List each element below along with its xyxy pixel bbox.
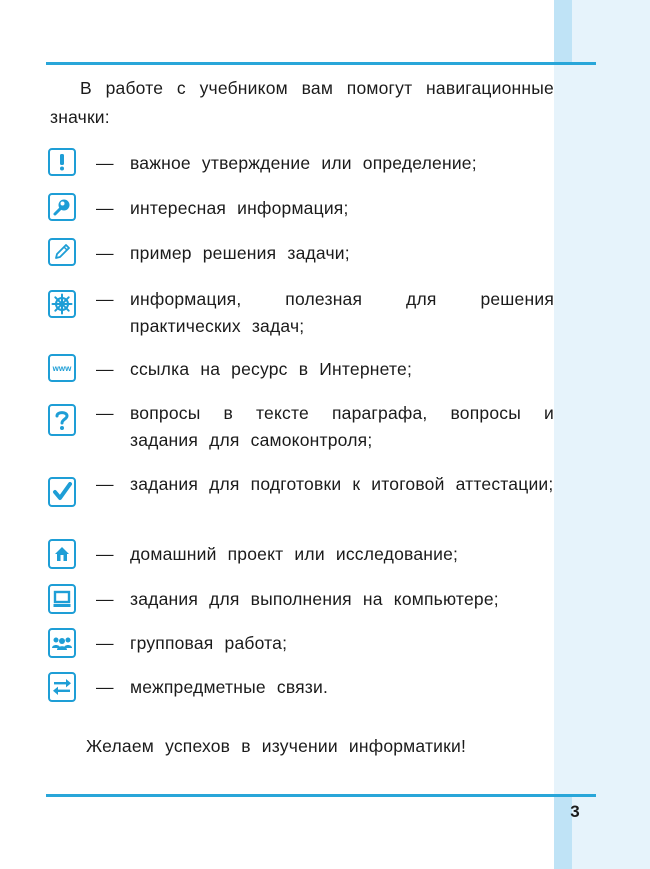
group-icon <box>48 628 76 658</box>
www-icon <box>48 354 76 382</box>
legend-dash: — <box>96 359 114 379</box>
legend-dash: — <box>96 677 114 697</box>
legend-dash: — <box>96 633 114 653</box>
closing-sentence: Желаем успехов в изучении информатики! <box>86 736 467 756</box>
magnifier-icon <box>48 193 76 221</box>
legend-text: ссылка на ресурс в Интернете; <box>130 359 413 379</box>
legend-text: информация, полезная для решения практических задач; <box>130 289 554 336</box>
computer-icon <box>48 584 76 614</box>
side-strip <box>554 0 650 869</box>
legend-dash: — <box>96 198 114 218</box>
legend-text: интересная информация; <box>130 198 349 218</box>
legend-text: задания для выполнения на компьютере; <box>130 589 499 609</box>
legend-dash: — <box>96 289 114 309</box>
page-number: 3 <box>570 802 580 821</box>
legend-dash: — <box>96 403 114 423</box>
legend-text: важное утверждение или определение; <box>130 153 477 173</box>
legend-text: вопросы в тексте параграфа, вопросы и задания для самоконтроля; <box>130 403 554 450</box>
legend-dash: — <box>96 474 114 494</box>
arrows-icon <box>48 672 76 702</box>
intro-paragraph: В работе с учебником вам помогут навигационные значки: <box>50 78 554 127</box>
bottom-rule <box>46 794 596 797</box>
legend-dash: — <box>96 243 114 263</box>
top-rule <box>46 62 596 65</box>
legend-text: пример решения задачи; <box>130 243 350 263</box>
legend-text: задания для подготовки к итоговой аттестации; <box>130 474 554 494</box>
legend-text: домашний проект или исследование; <box>130 544 459 564</box>
ship-wheel-icon <box>48 290 76 318</box>
pencil-icon <box>48 238 76 266</box>
checkmark-icon <box>48 477 76 507</box>
house-icon <box>48 539 76 569</box>
question-icon <box>48 404 76 436</box>
legend-dash: — <box>96 544 114 564</box>
svg-text:www: www <box>52 364 72 373</box>
legend-dash: — <box>96 589 114 609</box>
legend-dash: — <box>96 153 114 173</box>
legend-text: межпредметные связи. <box>130 677 329 697</box>
side-strip-top-band <box>554 0 572 64</box>
legend-text: групповая работа; <box>130 633 288 653</box>
exclamation-icon <box>48 148 76 176</box>
